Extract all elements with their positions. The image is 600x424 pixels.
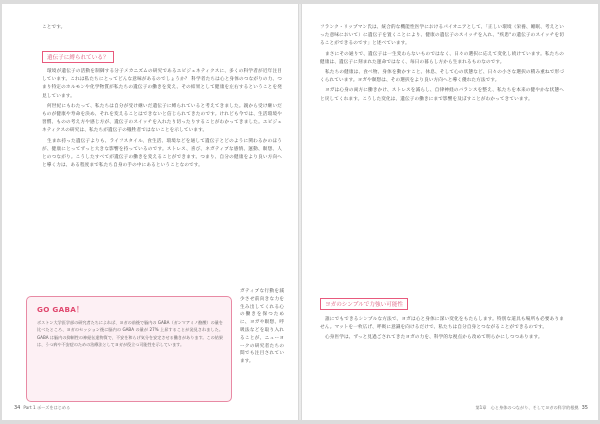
page-number: 35: [581, 405, 588, 411]
chapter-label: 第1章 心と身体のつながり、そしてヨガの科学的根拠: [475, 405, 579, 410]
left-footer: [14, 405, 70, 411]
section-label: Part 1 ポーズをはじめる: [23, 405, 71, 410]
opening-line: ことです。: [42, 25, 66, 30]
section-heading-yoga: ヨガのシンプルで力強い可能性: [320, 298, 408, 310]
right-body-text: [320, 24, 564, 294]
side-column-text: ガティブな行動を減少させ前向きな力を生み出してくれる心の働きを保つために、ヨガや瞑想、呼吸法などを取り入れることが、ニューヨークの研究者たちの間でも注目されています。: [240, 289, 284, 365]
section-heading-genes: 遺伝子に縛られている？: [42, 51, 114, 63]
paragraph: 誰にでもできるシンプルな方法で、ヨガは心と身体に深い変化をもたらします。特別な道具も場所も必要ありません。マットを一枚広げ、呼吸に意識を向けるだけで、私たちは自分自身とつながることができるのです。: [320, 317, 564, 331]
paragraph: フランク・リップマン氏は、統合的な機能性医学におけるパイオニアとして、「正しい環境（栄養、睡眠、考えといった意味において）に遺伝子を置くことにより、健康の遺伝子のスイッチを入れ、"疾患"の遺伝子のスイッチを切ることができるのです」と述べています。: [320, 25, 564, 47]
paragraph: 何世紀にもわたって、私たちは自分が受け継いだ遺伝子に縛られていると考えてきました。親から受け継いだものが健康や寿命を決め、それを変えることはできないと信じられてきたのです。けれども今では、生活環境や習慣、ものの考え方や感じ方が、遺伝子のスイッチを入れたり切ったりすることがわかってきました。エピジェネティクスの研究は、私たちが遺伝子の犠牲者ではないことを示しています。: [42, 103, 282, 134]
page-number: 34: [14, 405, 21, 411]
sidebar-title: GO GABA！: [37, 305, 84, 314]
right-footer: [475, 405, 588, 411]
right-page: [302, 4, 598, 420]
paragraph: 心身医学は、ずっと見過ごされてきたヨガの力を、科学的な視点から改めて明らかにしつつあります。: [325, 335, 543, 341]
left-opening-line: [42, 24, 282, 34]
left-page: [2, 4, 298, 420]
sidebar-body: ボストン大学医学部の研究者たちによれば、ヨガの前後で脳内の GABA（ガンマアミノ酪酸）の量を比べたところ、ヨガのセッション後に脳内の GABA の量が 27% 上昇することが発見されました。GABA は脳内の抑制性の神経伝達物質で、不安を和らげ気分を安定させる働きがあります。この結果は、うつ病や不安症のための治療法としてヨガが役立つ可能性を示しています。: [37, 320, 223, 348]
paragraph: 生まれ持った遺伝子よりも、ライフスタイル、食生活、環境などを通して遺伝子とどのように関わるかのほうが、健康にとってずっと大きな影響を持っているのです。ストレス、喜び、ネガティブな感情、運動、瞑想、人とのつながり。こうしたすべてが遺伝子の働きを変えることができます。つまり、自分の健康をより良い方向へと導く力は、ある程度まで私たち自身の手の中にあるということなのです。: [42, 138, 282, 169]
paragraph: 私たちの健康は、食べ物、身体を動かすこと、休息、そして心の状態など、日々の小さな選択の積み重ねで形づくられています。ヨガや瞑想は、その選択をより良い方向へと導く優れた方法です。: [320, 70, 564, 84]
paragraph: まさにその通りで、遺伝子は一生変わらないものではなく、日々の選択に応えて変化し続けています。私たちの健康は、遺伝子に刻まれた運命ではなく、毎日の暮らし方から生まれるものなのです。: [320, 51, 564, 65]
left-body-text: [42, 68, 282, 288]
go-gaba-sidebar: [26, 296, 232, 402]
paragraph: 環境が遺伝子の活動を制御する分子メカニズムの研究であるエピジェネティクスに、多くの科学者が近年注目しています。これは私たちにとってどんな意味があるのでしょうか？ 科学者たちは心と身体のつながりの力、つまり特定のホルモンや化学物質が私たちの遺伝子の働きを変え、その結果として健康を左右するということを発見しています。: [42, 69, 282, 99]
paragraph: ヨガは心身の両方に働きかけ、ストレスを減らし、自律神経のバランスを整え、私たちを本来の健やかな状態へと戻してくれます。こうした変化は、遺伝子の働きにまで影響を及ぼすことがわかってきています。: [320, 88, 564, 102]
right-closing-text: [320, 316, 564, 400]
